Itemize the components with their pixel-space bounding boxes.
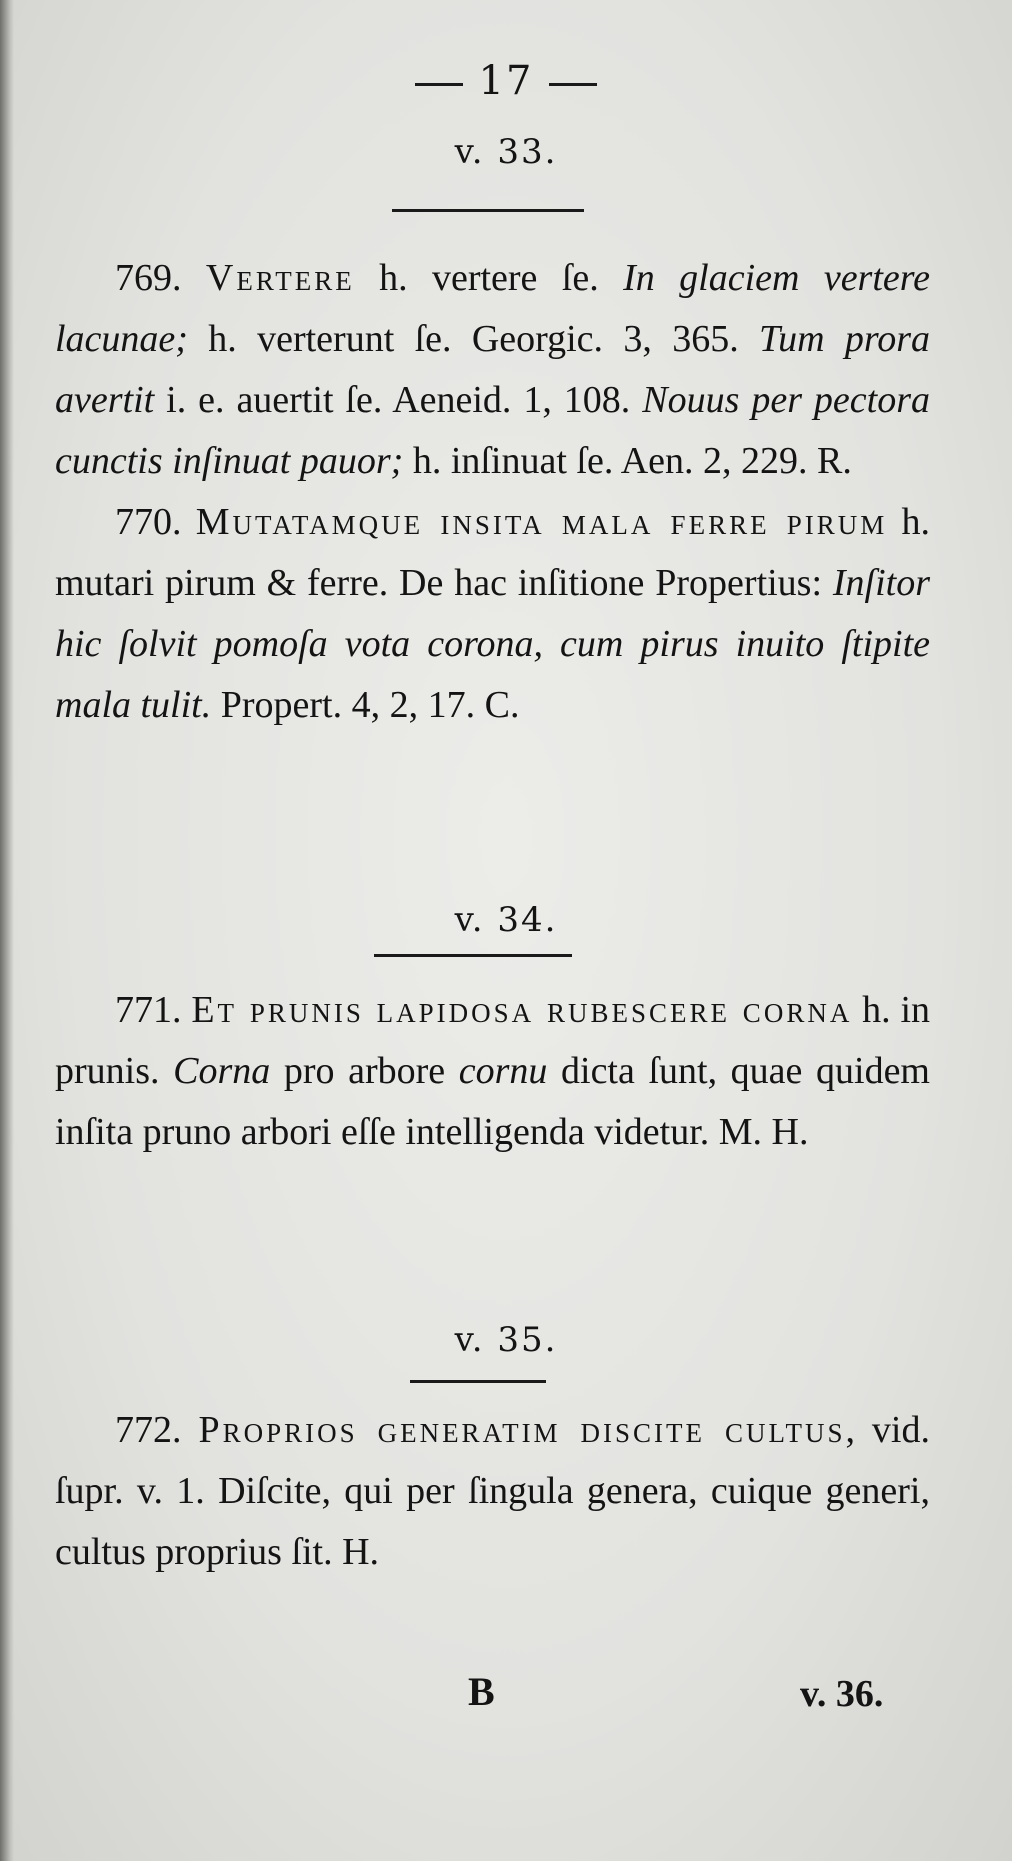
entry-text: i. e. auertit ſe. Aeneid. 1, 108.: [154, 379, 643, 421]
verse-heading-35: v. 35.: [454, 1320, 558, 1360]
entry-text: Propert. 4, 2, 17. C.: [211, 684, 520, 726]
entry-number: 772.: [115, 1409, 182, 1451]
entry-number: 771.: [115, 989, 182, 1031]
entry-quote: cornu: [458, 1050, 548, 1092]
entry-769: [55, 248, 930, 492]
entry-lemma: Mutatamque insita mala ferre pirum: [195, 501, 888, 543]
catchword: v. 36.: [800, 1673, 884, 1715]
entry-771: [55, 980, 930, 1163]
entry-772: [55, 1400, 930, 1583]
entry-number: 770.: [115, 501, 182, 543]
entry-text: dicta ſunt, quae quidem inſita pruno arbori eſſe intelligenda videtur. M. H.: [55, 1050, 930, 1153]
entry-quote: Nouus per pectora cunctis inſinuat pauor;: [55, 379, 930, 482]
entry-770: [55, 492, 930, 736]
entry-text: h. verterunt ſe. Georgic. 3, 365.: [187, 318, 760, 360]
signature-mark: B: [468, 1669, 495, 1714]
entry-text: h. inſinuat ſe. Aen. 2, 229. R.: [403, 440, 852, 482]
section-rule-35: [410, 1380, 546, 1383]
entry-text: , vid. ſupr. v. 1. Diſcite, qui per ſingula genera, cuique generi, cultus proprius ſit. H.: [55, 1409, 930, 1573]
header-dash-left: [415, 83, 463, 86]
section-35-body: [55, 1400, 930, 1583]
section-rule-34: [374, 954, 572, 957]
entry-lemma: Et prunis lapidosa rubescere corna: [191, 989, 853, 1031]
entry-lemma: Proprios generatim discite cultus: [198, 1409, 846, 1451]
entry-quote: Tum prora avertit: [55, 318, 931, 421]
page-number: 17: [478, 58, 534, 104]
entry-number: 769.: [115, 257, 182, 299]
verse-heading-34: v. 34.: [454, 900, 558, 940]
entry-lemma: Vertere: [205, 257, 355, 299]
entry-quote: In glaciem vertere lacunae;: [55, 257, 931, 360]
header-dash-right: [549, 83, 597, 86]
entry-text: pro arbore: [270, 1050, 459, 1092]
entry-quote: Inſitor hic ſolvit pomoſa vota corona, cum pirus inuito ſtipite mala tulit.: [55, 562, 930, 726]
section-33-body: [55, 248, 930, 736]
entry-quote: Corna: [173, 1050, 271, 1092]
section-rule-33: [392, 209, 584, 212]
entry-text: h. vertere ſe.: [354, 257, 624, 299]
entry-text: h. in prunis.: [55, 989, 930, 1092]
section-34-body: [55, 980, 930, 1163]
page-header: [0, 58, 1012, 104]
entry-text: h. mutari pirum & ferre. De hac inſitione Propertius:: [55, 501, 931, 604]
verse-heading-33: v. 33.: [454, 132, 558, 172]
